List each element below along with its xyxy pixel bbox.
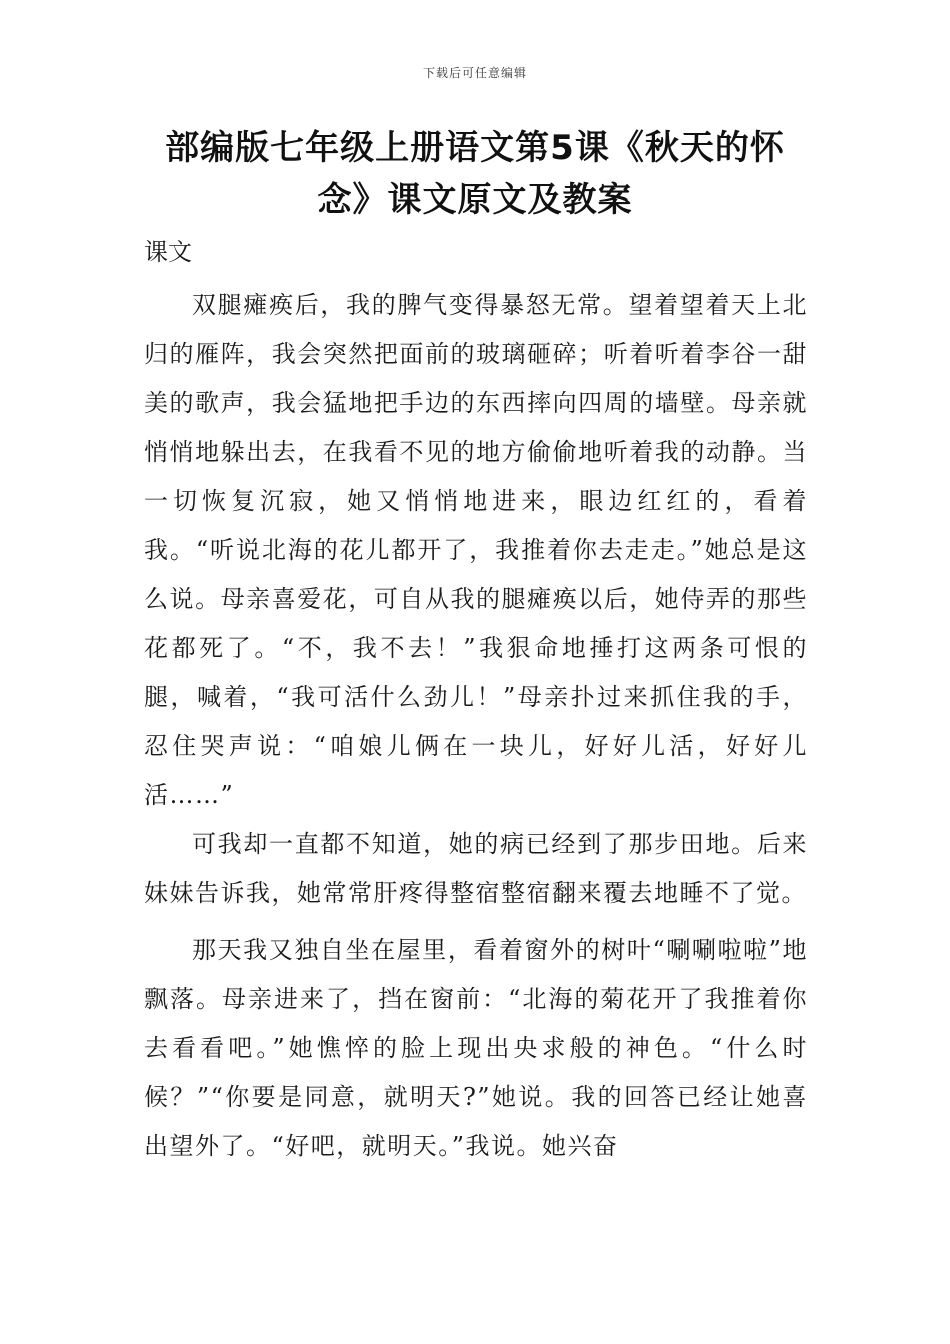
paragraph: 双腿瘫痪后，我的脾气变得暴怒无常。望着望着天上北归的雁阵，我会突然把面前的玻璃砸碎；听着听着李谷一甜美的歌声，我会猛地把手边的东西摔向四周的墙壁。母亲就悄悄地躲出去，在我看不见的地方偷偷地听着我的动静。当一切恢复沉寂，她又悄悄地进来，眼边红红的，看着我。“听说北海的花儿都开了，我推着你去走走。”她总是这么说。母亲喜爱花，可自从我的腿瘫痪以后，她侍弄的那些花都死了。“不，我不去！”我狠命地捶打这两条可恨的腿，喊着，“我可活什么劲儿！”母亲扑过来抓住我的手，忍住哭声说：“咱娘儿俩在一块儿，好好儿活，好好儿活……” <box>144 291 808 809</box>
header-note: 下载后可任意编辑 <box>422 66 527 80</box>
paragraph: 可我却一直都不知道，她的病已经到了那步田地。后来妹妹告诉我，她常常肝疼得整宿整宿翻来覆去地睡不了觉。 <box>144 830 808 907</box>
document-title: 部编版七年级上册语文第5课《秋天的怀念》课文原文及教案 <box>165 128 785 220</box>
document-body <box>144 228 808 1171</box>
section-label: 课文 <box>144 238 192 266</box>
paragraph: 那天我又独自坐在屋里，看着窗外的树叶“唰唰啦啦”地飘落。母亲进来了，挡在窗前：“北海的菊花开了我推着你去看看吧。”她憔悴的脸上现出央求般的神色。“什么时候？”“你要是同意，就明天?”她说。我的回答已经让她喜出望外了。“好吧，就明天。”我说。她兴奋 <box>144 936 808 1160</box>
